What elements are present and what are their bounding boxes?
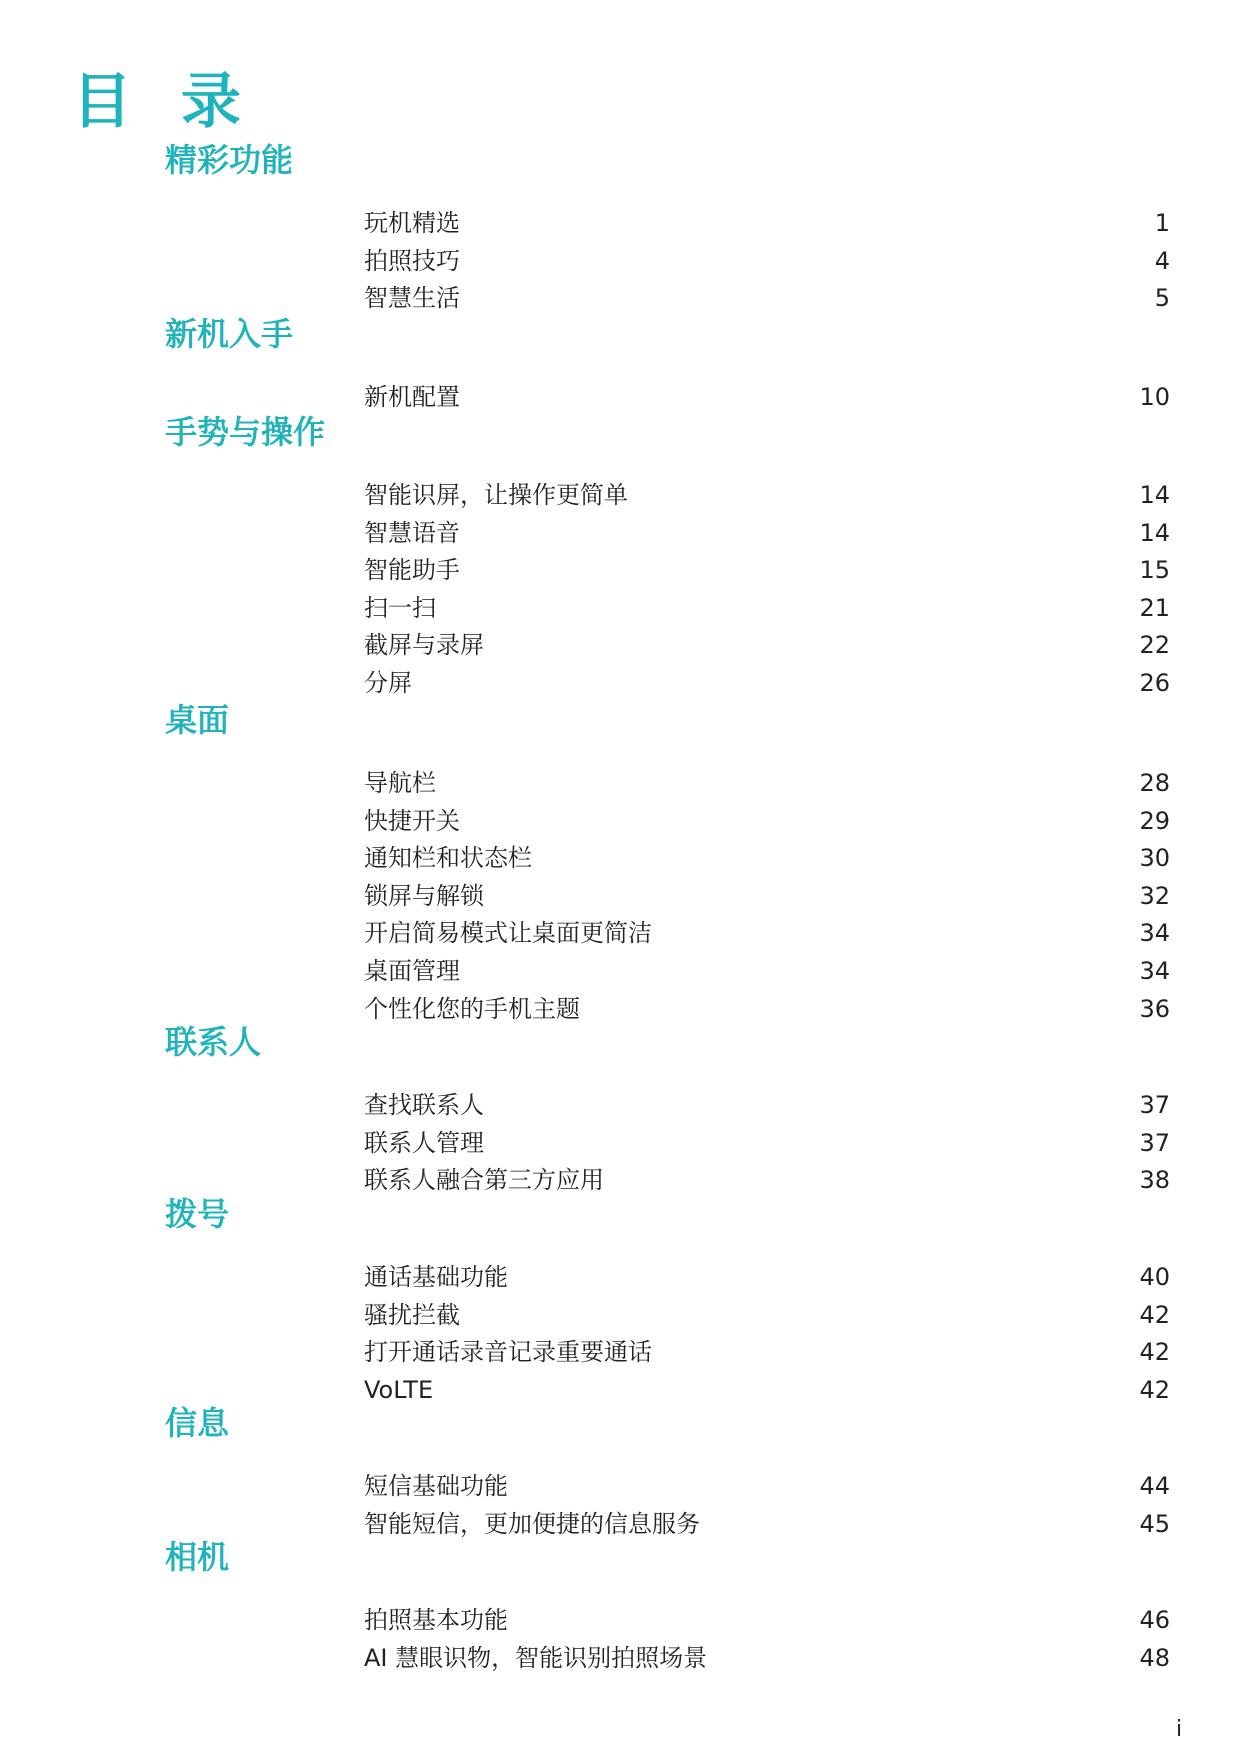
toc-entry[interactable] <box>364 281 1170 315</box>
toc-entry-page: 48 <box>1139 1643 1170 1672</box>
toc-entry-label: 拍照技巧 <box>364 246 460 275</box>
toc-entry-page: 37 <box>1139 1128 1170 1157</box>
toc-entry[interactable] <box>364 666 1170 700</box>
toc-entry-page: 21 <box>1139 593 1170 622</box>
toc-entry[interactable] <box>364 206 1170 240</box>
toc-entry-page: 46 <box>1139 1606 1170 1634</box>
toc-entry-label: 联系人管理 <box>364 1128 484 1157</box>
toc-entry-label: 截屏与录屏 <box>364 631 484 660</box>
toc-entry[interactable] <box>364 380 1170 414</box>
toc-entry-label: 智慧生活 <box>364 284 460 313</box>
toc-entry-page: 10 <box>1139 383 1170 411</box>
toc-entry[interactable] <box>364 916 1170 950</box>
toc-entry[interactable] <box>364 1603 1170 1637</box>
toc-entry-page: 42 <box>1139 1338 1170 1367</box>
section-title: 拨号 <box>165 1195 230 1233</box>
toc-entry-label: 锁屏与解锁 <box>364 881 484 910</box>
toc-entry[interactable] <box>364 1298 1170 1332</box>
toc-entry[interactable] <box>364 766 1170 800</box>
toc-entry-page: 45 <box>1139 1509 1170 1538</box>
toc-entry-page: 37 <box>1139 1091 1170 1119</box>
toc-entry-page: 14 <box>1139 481 1170 509</box>
toc-entry-page: 4 <box>1154 246 1170 275</box>
toc-entry-label: 短信基础功能 <box>364 1472 508 1500</box>
toc-entry[interactable] <box>364 628 1170 662</box>
toc-entry-page: 36 <box>1139 994 1170 1023</box>
toc-entry[interactable] <box>364 1088 1170 1122</box>
toc-entry[interactable] <box>364 591 1170 625</box>
toc-entry-page: 22 <box>1139 631 1170 660</box>
toc-entry-label: 联系人融合第三方应用 <box>364 1166 604 1195</box>
toc-entry-page: 5 <box>1154 284 1170 313</box>
toc-entry-page: 14 <box>1139 518 1170 547</box>
toc-entry[interactable] <box>364 1507 1170 1541</box>
toc-entry[interactable] <box>364 841 1170 875</box>
toc-entry[interactable] <box>364 1126 1170 1160</box>
toc-entry-label: 通知栏和状态栏 <box>364 844 532 873</box>
toc-entry-label: VoLTE <box>364 1375 434 1404</box>
toc-entry-page: 44 <box>1139 1472 1170 1500</box>
toc-entry[interactable] <box>364 1260 1170 1294</box>
toc-entry-label: 快捷开关 <box>364 806 460 835</box>
section-title: 手势与操作 <box>165 413 326 451</box>
toc-entry[interactable] <box>364 1469 1170 1503</box>
toc-entry[interactable] <box>364 1335 1170 1369</box>
toc-entry[interactable] <box>364 1373 1170 1407</box>
footer-page-number: i <box>1176 1717 1183 1742</box>
toc-entry-page: 32 <box>1139 881 1170 910</box>
toc-entry-label: 智慧语音 <box>364 518 460 547</box>
toc-entry-page: 38 <box>1139 1166 1170 1195</box>
toc-entry-label: 智能助手 <box>364 556 460 585</box>
toc-entry[interactable] <box>364 879 1170 913</box>
toc-entry-page: 29 <box>1139 806 1170 835</box>
toc-entry[interactable] <box>364 1163 1170 1197</box>
toc-entry[interactable] <box>364 804 1170 838</box>
toc-entry-page: 42 <box>1139 1300 1170 1329</box>
toc-entry-label: AI 慧眼识物，智能识别拍照场景 <box>364 1643 708 1672</box>
toc-entry-label: 通话基础功能 <box>364 1263 508 1291</box>
toc-entry-label: 查找联系人 <box>364 1091 484 1119</box>
toc-entry-label: 扫一扫 <box>364 593 436 622</box>
toc-entry-page: 34 <box>1139 919 1170 948</box>
toc-entry[interactable] <box>364 244 1170 278</box>
toc-entry-page: 15 <box>1139 556 1170 585</box>
toc-entry-label: 新机配置 <box>364 383 460 411</box>
toc-entry[interactable] <box>364 1641 1170 1675</box>
section-title: 信息 <box>165 1404 230 1442</box>
page-title: 目 录 <box>72 67 255 137</box>
toc-entry-label: 骚扰拦截 <box>364 1300 460 1329</box>
section-title: 桌面 <box>165 701 230 739</box>
toc-entry[interactable] <box>364 954 1170 988</box>
section-title: 新机入手 <box>165 315 294 353</box>
toc-entry-page: 30 <box>1139 844 1170 873</box>
toc-entry-label: 开启简易模式让桌面更简洁 <box>364 919 652 948</box>
toc-entry[interactable] <box>364 478 1170 512</box>
toc-entry-page: 34 <box>1139 957 1170 985</box>
toc-entry-label: 导航栏 <box>364 769 436 797</box>
section-title: 精彩功能 <box>165 141 294 179</box>
toc-entry-label: 个性化您的手机主题 <box>364 994 580 1023</box>
section-title: 相机 <box>165 1538 230 1576</box>
toc-entry-label: 打开通话录音记录重要通话 <box>364 1338 652 1367</box>
toc-entry-page: 42 <box>1139 1375 1170 1404</box>
toc-entry-page: 1 <box>1154 209 1170 237</box>
toc-entry[interactable] <box>364 516 1170 550</box>
section-title: 联系人 <box>165 1023 262 1061</box>
toc-entry[interactable] <box>364 553 1170 587</box>
toc-entry-label: 分屏 <box>364 669 412 697</box>
toc-entry[interactable] <box>364 992 1170 1026</box>
toc-entry-page: 26 <box>1139 669 1170 697</box>
toc-entry-label: 桌面管理 <box>364 957 460 985</box>
toc-entry-label: 玩机精选 <box>364 209 460 237</box>
toc-entry-page: 28 <box>1139 769 1170 797</box>
toc-entry-label: 智能识屏，让操作更简单 <box>364 481 628 509</box>
toc-entry-label: 拍照基本功能 <box>364 1606 508 1634</box>
toc-entry-page: 40 <box>1139 1263 1170 1291</box>
toc-entry-label: 智能短信，更加便捷的信息服务 <box>364 1509 700 1538</box>
